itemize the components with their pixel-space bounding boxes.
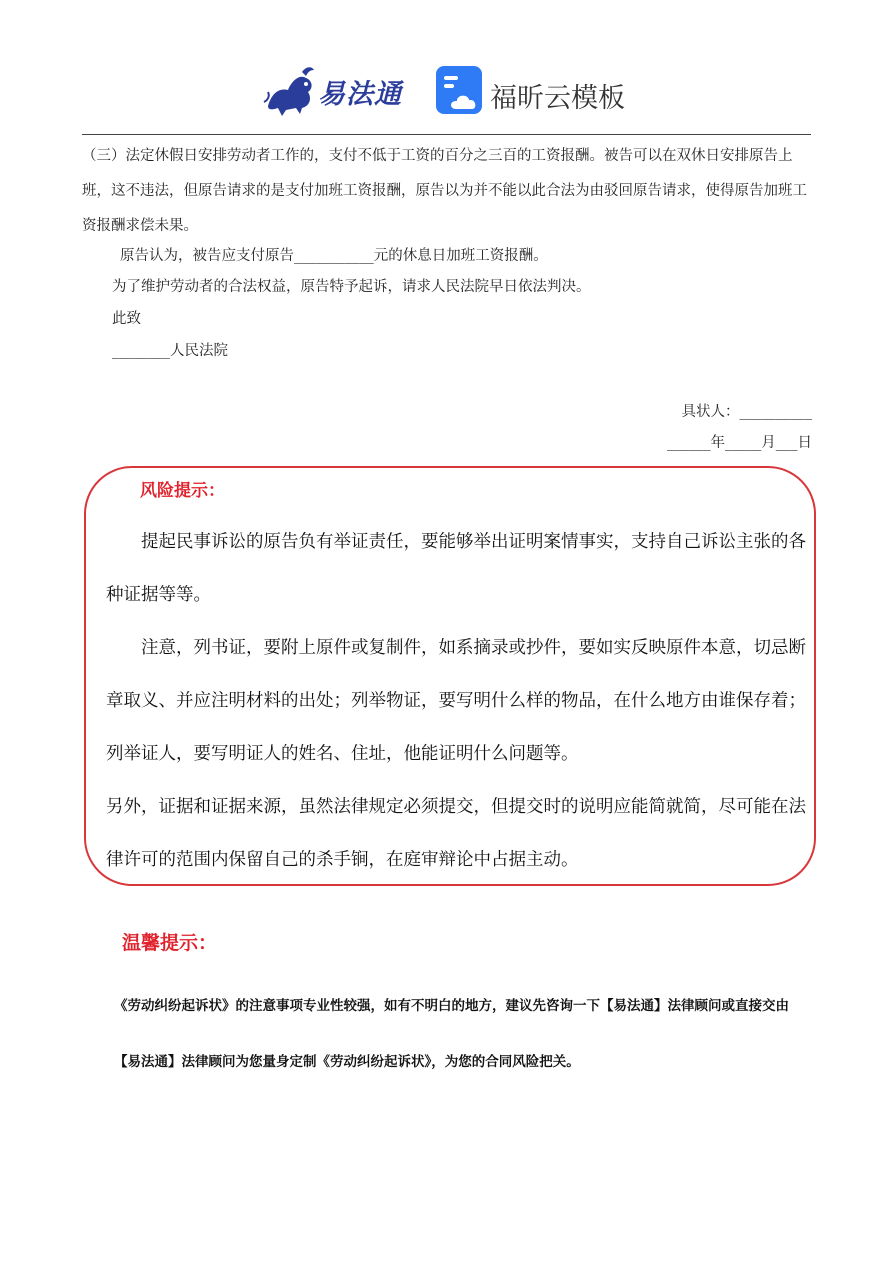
risk-paragraph-burden: 提起民事诉讼的原告负有举证责任，要能够举出证明案情事实，支持自己诉讼主张的各种证据等等。 [106,532,806,605]
salutation: 此致 [112,311,141,327]
signature-line: 具状人：__________ [681,404,812,420]
paragraph-claim-amount-wrap [120,239,820,274]
salutation-wrap [112,302,412,337]
foxit-cloud-logo-text: 福昕云模板 [490,83,625,114]
risk-warning-title: 风险提示： [140,481,225,501]
document-body [82,139,812,244]
warm-tip-content [114,978,814,1090]
yifatong-logo [262,62,412,118]
cloud-template-icon [436,66,486,116]
risk-paragraph-evidence: 注意，列书证，要附上原件或复制件，如系摘录或抄件，要如实反映原件本意，切忌断章取义、并应注明材料的出处；列举物证，要写明什么样的物品，在什么地方由谁保存着；列举证人，要写明证人的姓名、住址，他能证明什么问题等。 [106,638,806,764]
date-line: ______年_____月___日 [667,435,812,451]
paragraph-purpose: 为了维护劳动者的合法权益，原告特予起诉，请求人民法院早日依法判决。 [112,279,591,295]
court-name: ________人民法院 [112,343,228,359]
page-header [0,58,893,128]
court-name-wrap [112,334,412,369]
yifatong-logo-text: 易法通 [318,79,402,110]
date-wrap [82,426,812,461]
warm-tip-title: 温馨提示： [122,932,218,954]
foxit-cloud-logo [436,66,636,120]
risk-paragraph-strategy: 另外，证据和证据来源，虽然法律规定必须提交，但提交时的说明应能简就简，尽可能在法律许可的范围内保留自己的杀手锏，在庭审辩论中占据主动。 [106,797,806,870]
signature-wrap [82,395,812,430]
paragraph-claim-amount: 原告认为，被告应支付原告___________元的休息日加班工资报酬。 [120,248,548,264]
warm-tip-text: 《劳动纠纷起诉状》的注意事项专业性较强，如有不明白的地方，建议先咨询一下【易法通】法律顾问或直接交由【易法通】法律顾问为您量身定制《劳动纠纷起诉状》，为您的合同风险把关。 [114,998,789,1070]
header-divider [82,134,811,135]
risk-warning-content [106,516,814,887]
paragraph-legal-holiday: （三）法定休假日安排劳动者工作的，支付不低于工资的百分之三百的工资报酬。被告可以在双休日安排原告上班，这不违法，但原告请求的是支付加班工资报酬，原告以为并不能以此合法为由驳回原告请求，使得原告加班工资报酬求偿未果。 [82,148,807,234]
paragraph-purpose-wrap [112,270,812,305]
qilin-icon [262,62,322,118]
